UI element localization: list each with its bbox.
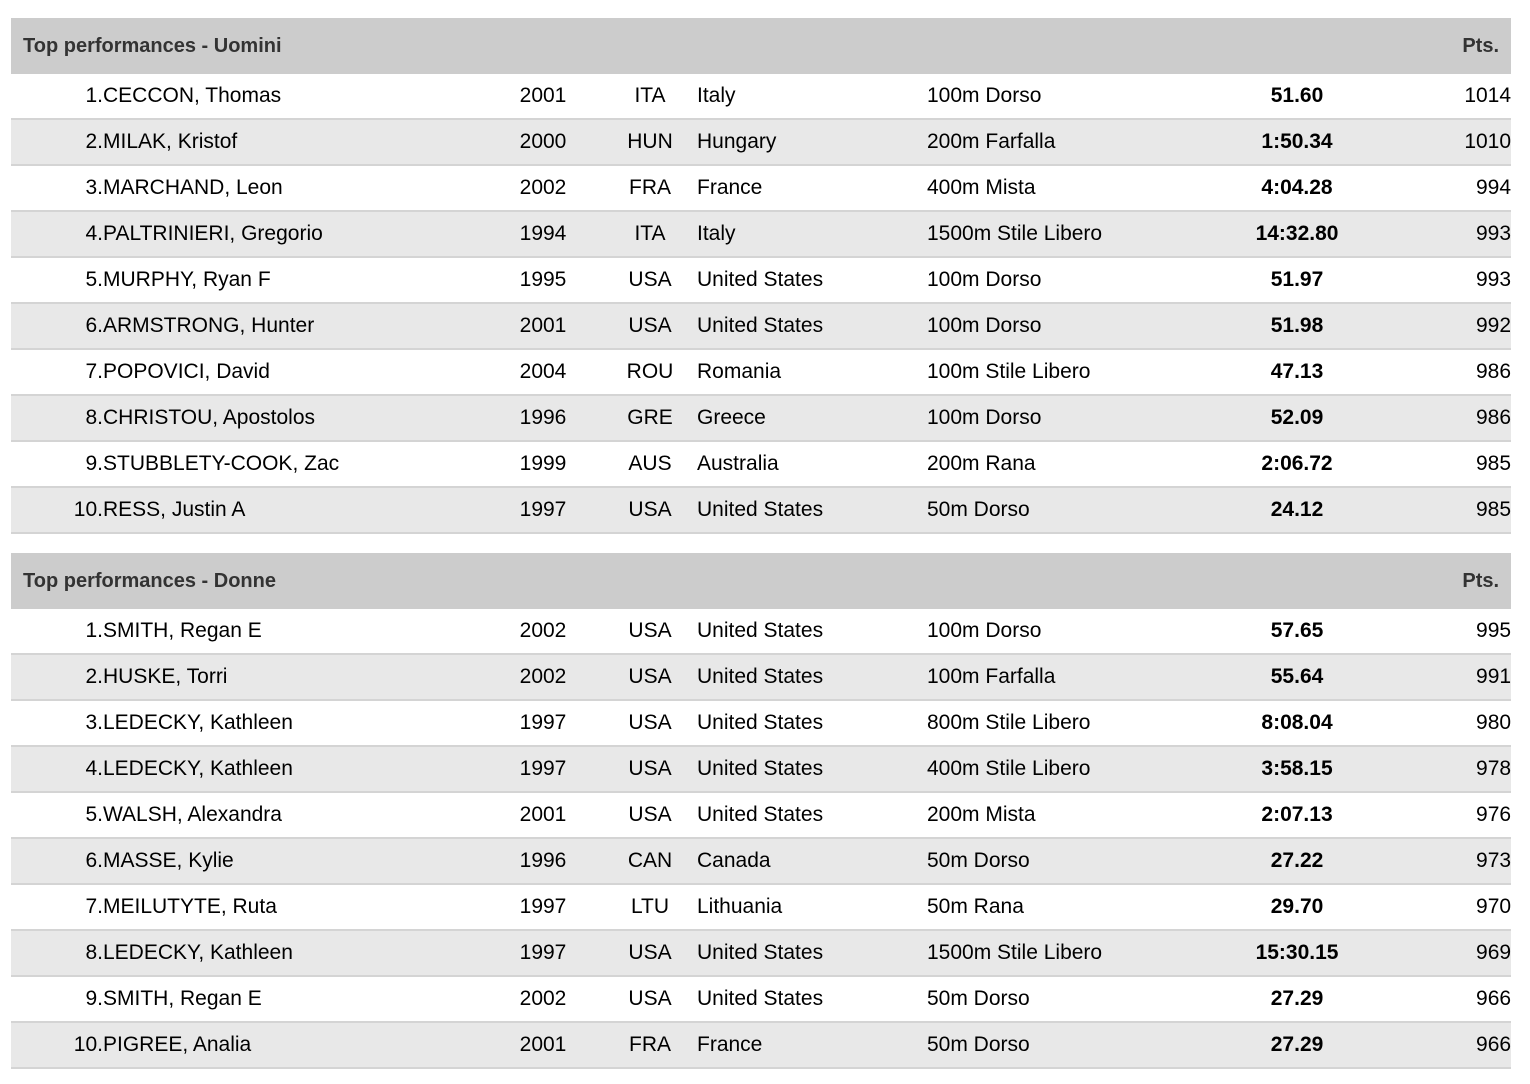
table-row	[11, 609, 1511, 654]
points-cell: 986	[1475, 360, 1512, 383]
points-cell: 966	[1476, 987, 1512, 1010]
points-cell: 985	[1475, 498, 1512, 521]
event-cell: 100m Dorso	[927, 619, 1042, 642]
table-row	[11, 792, 1511, 838]
country-cell: United States	[697, 665, 824, 688]
nation-code-cell: USA	[628, 619, 672, 642]
points-cell: 966	[1476, 1033, 1512, 1056]
rank-cell: 7.	[85, 895, 103, 918]
athlete-name-cell: MEILUTYTE, Ruta	[103, 895, 277, 918]
points-cell: 976	[1476, 803, 1512, 826]
country-cell: United States	[697, 941, 824, 964]
rank-cell: 6.	[85, 314, 103, 337]
athlete-name-cell: PALTRINIERI, Gregorio	[103, 222, 323, 245]
event-cell: 100m Dorso	[927, 84, 1042, 107]
points-cell: 991	[1476, 665, 1512, 688]
event-cell: 400m Stile Libero	[927, 757, 1091, 780]
athlete-name-cell: PIGREE, Analia	[103, 1033, 252, 1056]
time-cell: 29.70	[1270, 895, 1324, 918]
rank-cell: 6.	[85, 849, 103, 872]
time-cell: 51.60	[1270, 84, 1324, 107]
points-cell: 969	[1476, 941, 1512, 964]
nation-code-cell: USA	[628, 711, 672, 734]
event-cell: 50m Dorso	[927, 498, 1030, 521]
points-cell: 993	[1475, 268, 1512, 291]
athlete-name-cell: SMITH, Regan E	[103, 619, 262, 642]
time-cell: 1:50.34	[1261, 130, 1333, 153]
event-cell: 1500m Stile Libero	[927, 222, 1103, 245]
event-cell: 200m Mista	[927, 803, 1036, 826]
time-cell: 2:06.72	[1261, 452, 1333, 475]
athlete-name-cell: RESS, Justin A	[103, 498, 246, 521]
table-row	[11, 395, 1511, 441]
country-cell: Canada	[697, 849, 771, 872]
time-cell: 51.97	[1270, 268, 1324, 291]
birth-year-cell: 2004	[519, 360, 567, 383]
nation-code-cell: FRA	[629, 1033, 671, 1056]
athlete-name-cell: WALSH, Alexandra	[103, 803, 282, 826]
section-header	[11, 18, 1511, 74]
time-cell: 57.65	[1270, 619, 1324, 642]
table-row	[11, 884, 1511, 930]
birth-year-cell: 1997	[519, 498, 567, 521]
points-cell: 980	[1476, 711, 1512, 734]
time-cell: 27.29	[1270, 987, 1324, 1010]
athlete-name-cell: POPOVICI, David	[103, 360, 270, 383]
birth-year-cell: 2002	[519, 987, 567, 1010]
athlete-name-cell: CECCON, Thomas	[103, 84, 282, 107]
time-cell: 27.29	[1270, 1033, 1324, 1056]
table-row	[11, 211, 1511, 257]
rank-cell: 2.	[85, 130, 103, 153]
nation-code-cell: USA	[628, 268, 672, 291]
country-cell: Australia	[697, 452, 779, 475]
birth-year-cell: 1996	[519, 849, 567, 872]
nation-code-cell: USA	[628, 665, 672, 688]
points-column-header: Pts.	[1377, 18, 1511, 74]
event-cell: 50m Dorso	[927, 987, 1030, 1010]
women-performances-table	[11, 553, 1511, 1069]
country-cell: Romania	[697, 360, 782, 383]
country-cell: Lithuania	[697, 895, 783, 918]
event-cell: 50m Dorso	[927, 1033, 1030, 1056]
section-title: Top performances - Donne	[11, 553, 1377, 609]
women-rows	[11, 609, 1511, 1068]
country-cell: United States	[697, 268, 824, 291]
athlete-name-cell: CHRISTOU, Apostolos	[103, 406, 316, 429]
country-cell: France	[697, 176, 763, 199]
table-row	[11, 257, 1511, 303]
points-cell: 985	[1475, 452, 1512, 475]
birth-year-cell: 1996	[519, 406, 567, 429]
nation-code-cell: CAN	[627, 849, 673, 872]
country-cell: United States	[697, 757, 824, 780]
birth-year-cell: 1999	[519, 452, 567, 475]
table-row	[11, 930, 1511, 976]
rank-cell: 10.	[73, 1033, 103, 1056]
athlete-name-cell: LEDECKY, Kathleen	[103, 711, 293, 734]
section-header	[11, 553, 1511, 609]
country-cell: France	[697, 1033, 763, 1056]
athlete-name-cell: SMITH, Regan E	[103, 987, 262, 1010]
points-cell: 992	[1475, 314, 1512, 337]
table-row	[11, 838, 1511, 884]
nation-code-cell: HUN	[627, 130, 673, 153]
birth-year-cell: 2002	[519, 619, 567, 642]
country-cell: United States	[697, 803, 824, 826]
time-cell: 27.22	[1270, 849, 1324, 872]
event-cell: 800m Stile Libero	[927, 711, 1091, 734]
event-cell: 50m Dorso	[927, 849, 1030, 872]
table-row	[11, 746, 1511, 792]
athlete-name-cell: HUSKE, Torri	[103, 665, 228, 688]
rank-cell: 4.	[85, 222, 103, 245]
event-cell: 100m Stile Libero	[927, 360, 1091, 383]
birth-year-cell: 1997	[519, 711, 567, 734]
country-cell: Greece	[697, 406, 766, 429]
points-cell: 973	[1476, 849, 1512, 872]
nation-code-cell: USA	[628, 314, 672, 337]
points-cell: 978	[1476, 757, 1512, 780]
birth-year-cell: 1994	[519, 222, 567, 245]
birth-year-cell: 2002	[519, 176, 567, 199]
time-cell: 14:32.80	[1255, 222, 1339, 245]
rank-cell: 3.	[85, 711, 103, 734]
athlete-name-cell: MARCHAND, Leon	[103, 176, 283, 199]
country-cell: United States	[697, 619, 824, 642]
nation-code-cell: LTU	[630, 895, 670, 918]
time-cell: 47.13	[1270, 360, 1324, 383]
time-cell: 51.98	[1270, 314, 1324, 337]
birth-year-cell: 2002	[519, 665, 567, 688]
table-row	[11, 487, 1511, 533]
country-cell: Italy	[697, 84, 736, 107]
rank-cell: 4.	[85, 757, 103, 780]
nation-code-cell: ITA	[634, 84, 666, 107]
table-row	[11, 441, 1511, 487]
nation-code-cell: ROU	[626, 360, 674, 383]
country-cell: Hungary	[697, 130, 777, 153]
table-row	[11, 74, 1511, 119]
table-row	[11, 1022, 1511, 1068]
birth-year-cell: 1997	[519, 941, 567, 964]
points-cell: 1014	[1464, 84, 1512, 107]
athlete-name-cell: LEDECKY, Kathleen	[103, 757, 293, 780]
birth-year-cell: 2001	[519, 84, 567, 107]
country-cell: Italy	[697, 222, 736, 245]
table-row	[11, 976, 1511, 1022]
time-cell: 4:04.28	[1261, 176, 1333, 199]
table-row	[11, 700, 1511, 746]
table-row	[11, 119, 1511, 165]
nation-code-cell: ITA	[634, 222, 666, 245]
birth-year-cell: 1995	[519, 268, 567, 291]
athlete-name-cell: MILAK, Kristof	[103, 130, 238, 153]
athlete-name-cell: STUBBLETY-COOK, Zac	[103, 452, 340, 475]
points-cell: 986	[1475, 406, 1512, 429]
country-cell: United States	[697, 711, 824, 734]
points-cell: 993	[1475, 222, 1512, 245]
event-cell: 50m Rana	[927, 895, 1024, 918]
time-cell: 55.64	[1270, 665, 1324, 688]
time-cell: 8:08.04	[1261, 711, 1333, 734]
rank-cell: 9.	[85, 987, 103, 1010]
event-cell: 200m Rana	[927, 452, 1036, 475]
birth-year-cell: 2001	[519, 314, 567, 337]
rank-cell: 2.	[85, 665, 103, 688]
birth-year-cell: 2000	[519, 130, 567, 153]
rank-cell: 8.	[85, 406, 103, 429]
points-column-header: Pts.	[1377, 553, 1511, 609]
table-row	[11, 165, 1511, 211]
rank-cell: 1.	[85, 619, 103, 642]
nation-code-cell: USA	[628, 941, 672, 964]
birth-year-cell: 1997	[519, 757, 567, 780]
event-cell: 400m Mista	[927, 176, 1036, 199]
table-row	[11, 349, 1511, 395]
athlete-name-cell: MASSE, Kylie	[103, 849, 234, 872]
rank-cell: 1.	[85, 84, 103, 107]
time-cell: 52.09	[1270, 406, 1324, 429]
nation-code-cell: AUS	[628, 452, 672, 475]
points-cell: 970	[1476, 895, 1512, 918]
nation-code-cell: USA	[628, 757, 672, 780]
points-cell: 995	[1476, 619, 1512, 642]
event-cell: 1500m Stile Libero	[927, 941, 1103, 964]
birth-year-cell: 2001	[519, 803, 567, 826]
event-cell: 100m Dorso	[927, 314, 1042, 337]
table-row	[11, 303, 1511, 349]
rank-cell: 5.	[85, 803, 103, 826]
nation-code-cell: USA	[628, 498, 672, 521]
rank-cell: 3.	[85, 176, 103, 199]
section-title: Top performances - Uomini	[11, 18, 1377, 74]
points-cell: 1010	[1464, 130, 1512, 153]
nation-code-cell: FRA	[629, 176, 671, 199]
event-cell: 100m Farfalla	[927, 665, 1056, 688]
time-cell: 3:58.15	[1261, 757, 1333, 780]
men-performances-table	[11, 18, 1511, 534]
rank-cell: 10.	[73, 498, 103, 521]
country-cell: United States	[697, 314, 824, 337]
nation-code-cell: USA	[628, 803, 672, 826]
points-cell: 994	[1475, 176, 1512, 199]
birth-year-cell: 2001	[519, 1033, 567, 1056]
country-cell: United States	[697, 987, 824, 1010]
rank-cell: 7.	[85, 360, 103, 383]
rank-cell: 8.	[85, 941, 103, 964]
table-row	[11, 654, 1511, 700]
men-rows	[11, 74, 1511, 533]
athlete-name-cell: LEDECKY, Kathleen	[103, 941, 293, 964]
country-cell: United States	[697, 498, 824, 521]
nation-code-cell: GRE	[627, 406, 673, 429]
birth-year-cell: 1997	[519, 895, 567, 918]
event-cell: 100m Dorso	[927, 268, 1042, 291]
rank-cell: 9.	[85, 452, 103, 475]
rank-cell: 5.	[85, 268, 103, 291]
event-cell: 100m Dorso	[927, 406, 1042, 429]
athlete-name-cell: ARMSTRONG, Hunter	[103, 314, 315, 337]
time-cell: 15:30.15	[1255, 941, 1339, 964]
nation-code-cell: USA	[628, 987, 672, 1010]
time-cell: 2:07.13	[1261, 803, 1333, 826]
time-cell: 24.12	[1270, 498, 1324, 521]
athlete-name-cell: MURPHY, Ryan F	[103, 268, 271, 291]
event-cell: 200m Farfalla	[927, 130, 1056, 153]
